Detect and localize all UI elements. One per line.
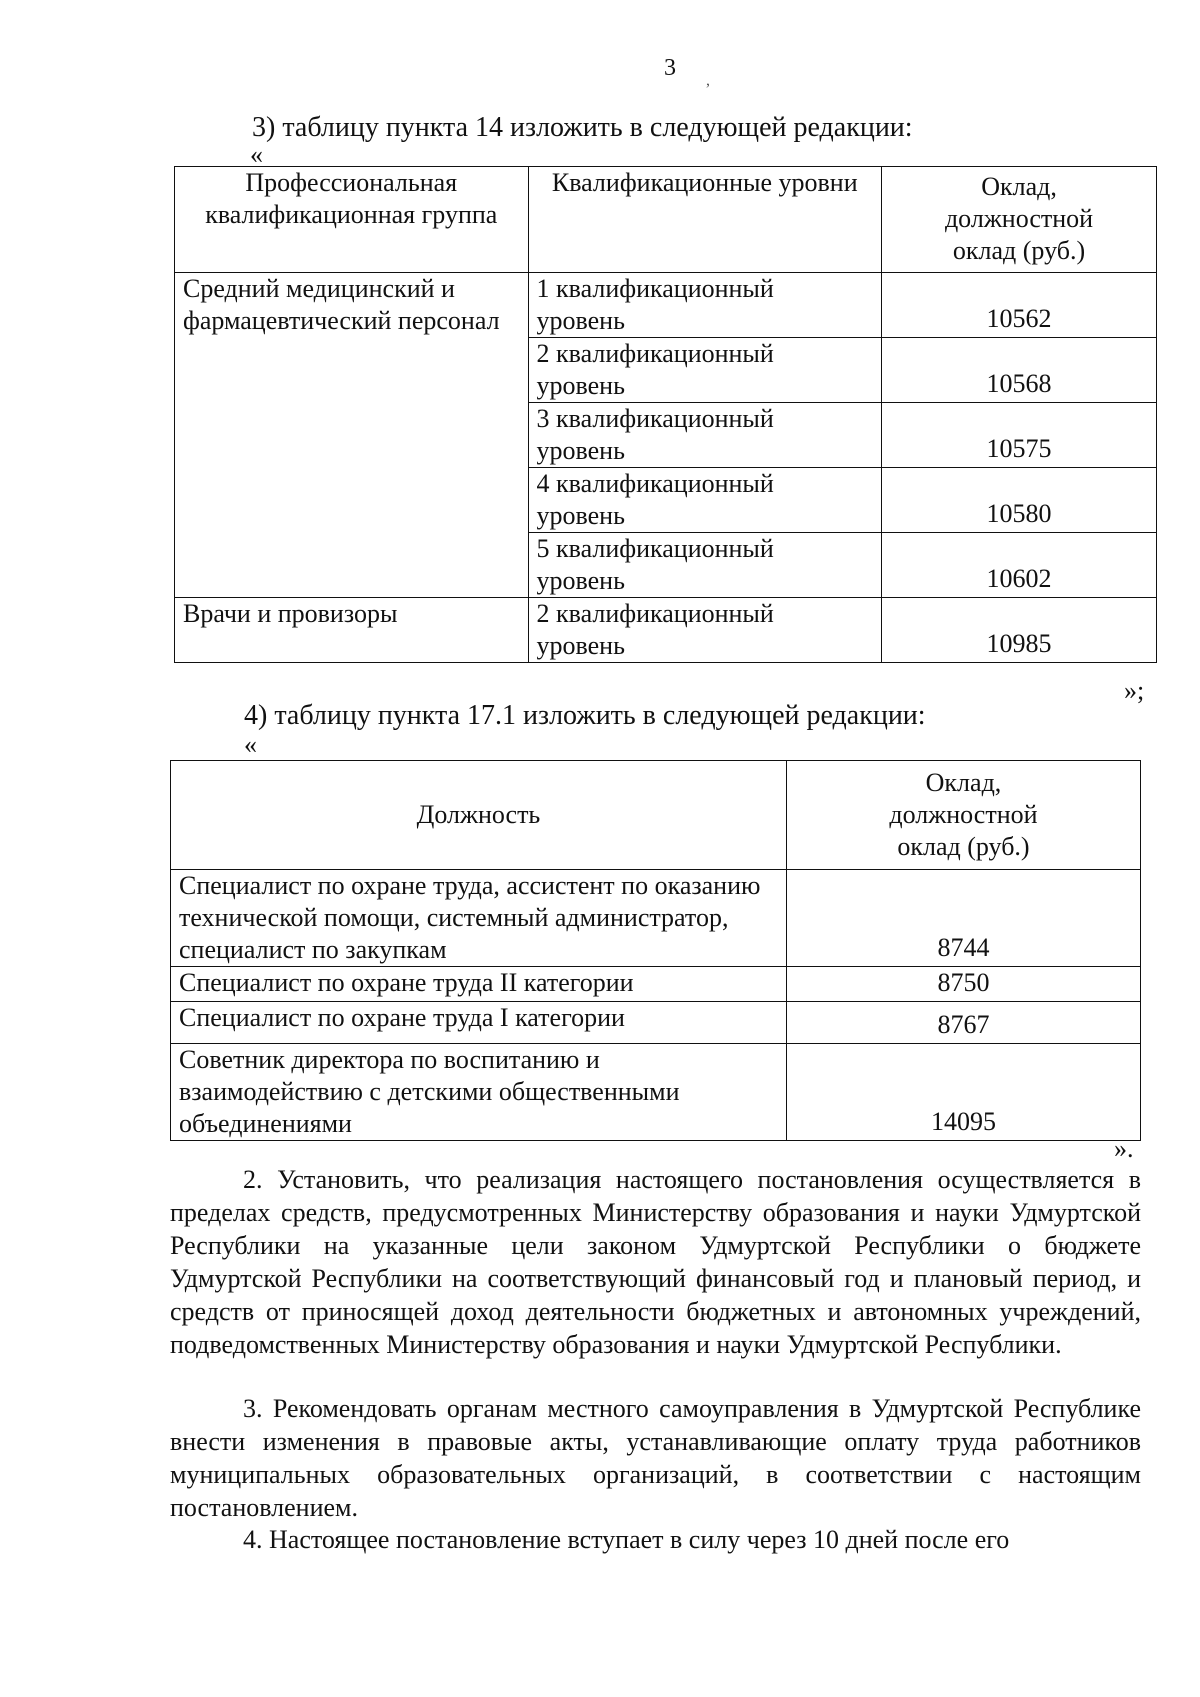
salary-cell: 10575: [882, 403, 1157, 468]
table-row: [171, 1044, 1141, 1141]
header-professional-group: Профессиональная квалификационная группа: [175, 167, 529, 273]
salary-cell: 10568: [882, 338, 1157, 403]
level-cell: 4 квалификационный уровень: [528, 468, 882, 533]
position-salary-table: [170, 760, 1141, 1141]
table-row: [171, 1002, 1141, 1044]
qualification-salary-table: [174, 166, 1157, 663]
position-cell: Специалист по охране труда II категории: [171, 967, 787, 1002]
salary-cell: 10985: [882, 598, 1157, 663]
position-cell: Специалист по охране труда I категории: [171, 1002, 787, 1044]
table-row: [175, 273, 1157, 338]
salary-cell: 10580: [882, 468, 1157, 533]
salary-cell: 8750: [786, 967, 1140, 1002]
paragraph-3: 3. Рекомендовать органам местного самоуправления в Удмуртской Республике внести изменения в правовые акты, устанавливающие оплату труда работников муниципальных образовательных организаций, в соответствии с настоящим постановлением.: [170, 1394, 1141, 1522]
salary-cell: 8744: [786, 870, 1140, 967]
paragraph-2: 2. Установить, что реализация настоящего постановления осуществляется в пределах средств, предусмотренных Министерству образования и науки Удмуртской Республики на указанные цели законом Удмуртской Республики о бюджете Удмуртской Республики на соответствующий финансовый год и плановый период, и средств от приносящей доход деятельности бюджетных и автономных учреждений, подведомственных Министерству образования и науки Удмуртской Республики.: [170, 1165, 1141, 1359]
table-row: [171, 967, 1141, 1002]
header-qualification-levels: Квалификационные уровни: [528, 167, 882, 273]
table-row: [175, 598, 1157, 663]
level-cell: 5 квалификационный уровень: [528, 533, 882, 598]
table-header-row: [175, 167, 1157, 273]
level-cell: 3 квалификационный уровень: [528, 403, 882, 468]
table-header-row: [171, 761, 1141, 870]
position-cell: Специалист по охране труда, ассистент по оказанию технической помощи, системный администратор, специалист по закупкам: [171, 870, 787, 967]
group-name-doctors: Врачи и провизоры: [175, 598, 529, 663]
table-row: [171, 870, 1141, 967]
close-quote: ».: [1114, 1134, 1134, 1163]
scan-mark: ,: [706, 72, 710, 89]
header-salary: Оклад, должностной оклад (руб.): [786, 761, 1140, 870]
header-position: Должность: [171, 761, 787, 870]
item4-heading: 4) таблицу пункта 17.1 изложить в следующей редакции:: [244, 700, 926, 731]
page-number: 3: [664, 55, 676, 81]
open-quote: «: [250, 140, 263, 169]
salary-cell: 8767: [786, 1002, 1140, 1044]
paragraph-4: 4. Настоящее постановление вступает в силу через 10 дней после его: [243, 1525, 1010, 1554]
item3-heading: 3) таблицу пункта 14 изложить в следующей редакции:: [252, 112, 913, 143]
level-cell: 2 квалификационный уровень: [528, 598, 882, 663]
level-cell: 1 квалификационный уровень: [528, 273, 882, 338]
close-quote: »;: [1124, 676, 1145, 705]
header-salary: Оклад, должностной оклад (руб.): [882, 167, 1157, 273]
level-cell: 2 квалификационный уровень: [528, 338, 882, 403]
group-name-medical: Средний медицинский и фармацевтический персонал: [175, 273, 529, 598]
open-quote: «: [244, 730, 257, 759]
salary-cell: 14095: [786, 1044, 1140, 1141]
salary-cell: 10562: [882, 273, 1157, 338]
salary-cell: 10602: [882, 533, 1157, 598]
position-cell: Советник директора по воспитанию и взаимодействию с детскими общественными объединениями: [171, 1044, 787, 1141]
